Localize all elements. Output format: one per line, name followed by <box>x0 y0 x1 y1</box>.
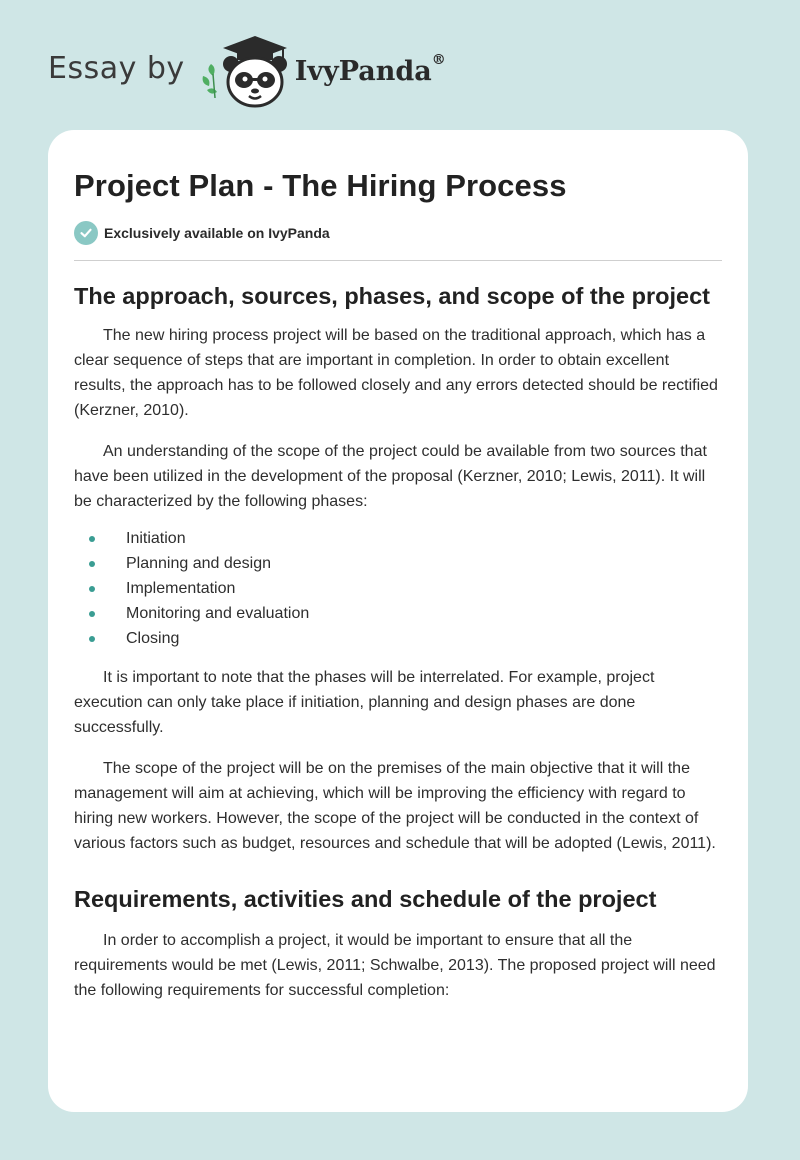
list-item: Implementation <box>74 576 722 601</box>
brand-name[interactable]: IvyPanda® <box>294 51 446 87</box>
bullet-icon <box>89 636 95 642</box>
paragraph: The new hiring process project will be based on the traditional approach, which has a clear sequence of steps that are important in completion. In order to obtain excellent results, the approach has to be followed closely and any errors detected should be rectified (Kerzner, 2010). <box>74 327 718 419</box>
paragraph: The scope of the project will be on the premises of the main objective that it will the management will aim at achieving, which will be improving the efficiency with regard to hiring new workers. However, the scope of the project will be conducted in the context of various factors such as budget, resources and schedule that will be adopted (Lewis, 2011). <box>74 760 716 852</box>
section-approach <box>74 279 722 856</box>
list-item: Planning and design <box>74 551 722 576</box>
bullet-icon <box>89 611 95 617</box>
list-item: Monitoring and evaluation <box>74 601 722 626</box>
list-item: Initiation <box>74 526 722 551</box>
bullet-icon <box>89 561 95 567</box>
page-title: Project Plan - The Hiring Process <box>74 168 567 203</box>
badge-label: Exclusively available on IvyPanda <box>104 225 330 241</box>
bullet-icon <box>89 536 95 542</box>
site-header <box>48 34 446 110</box>
paragraph: An understanding of the scope of the project could be available from two sources that have been utilized in the development of the proposal (Kerzner, 2010; Lewis, 2011). It will be characterized by the following phases: <box>74 443 707 510</box>
list-item: Closing <box>74 626 722 651</box>
article-card <box>48 130 748 1112</box>
section-heading: The approach, sources, phases, and scope of the project <box>74 283 710 309</box>
phase-list <box>74 526 722 651</box>
paragraph: It is important to note that the phases will be interrelated. For example, project execution can only take place if initiation, planning and design phases are done successfully. <box>74 669 655 736</box>
bullet-icon <box>89 586 95 592</box>
ivy-leaf-icon <box>202 64 216 98</box>
section-requirements <box>74 882 722 1003</box>
section-heading: Requirements, activities and schedule of the project <box>74 886 657 912</box>
check-icon <box>74 221 98 245</box>
brand-prefix: Essay by <box>48 50 185 86</box>
divider <box>74 260 722 261</box>
panda-logo-icon[interactable] <box>199 34 291 110</box>
exclusive-badge <box>74 220 722 246</box>
paragraph: In order to accomplish a project, it would be important to ensure that all the requirements would be met (Lewis, 2011; Schwalbe, 2013). The proposed project will need the following requirements for successful completion: <box>74 932 716 999</box>
